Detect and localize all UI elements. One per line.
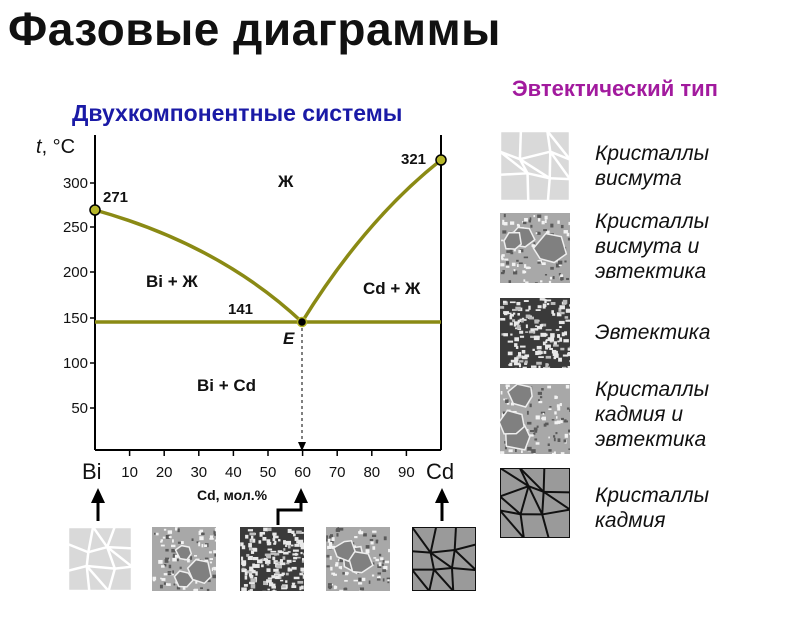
cd-melting-point	[436, 155, 446, 165]
y-tick-label: 150	[62, 310, 88, 327]
x-tick-label: 10	[121, 464, 138, 481]
page-title: Фазовые диаграммы	[8, 3, 501, 55]
y-axis-label-unit: , °C	[41, 136, 76, 158]
eutectic-arrow-head	[294, 488, 308, 503]
legend-label-bi-eutectic: Кристаллы висмута и эвтектика	[595, 210, 710, 283]
legend-label-cd-eutectic: Кристаллы кадмия и эвтектика	[595, 378, 710, 451]
x-tick-label: 80	[363, 464, 381, 481]
eutectic-type-title: Эвтектический тип	[512, 76, 718, 101]
micrograph-eutectic	[240, 527, 304, 591]
micrograph-bi-crystals	[68, 527, 132, 591]
component-bi: Bi	[82, 459, 102, 484]
region-bi-cd: Bi + Cd	[197, 376, 257, 395]
x-axis-title: Cd, мол.%	[197, 487, 268, 503]
region-cd-liquid: Cd + Ж	[363, 279, 421, 298]
region-bi-liquid: Bi + Ж	[146, 272, 198, 291]
y-axis-label	[36, 136, 75, 158]
eutectic-point	[298, 318, 307, 327]
legend-micrograph-cd-eutectic	[500, 384, 570, 454]
x-tick-label: 60	[294, 464, 311, 481]
x-tick-label: 70	[328, 464, 346, 481]
diagram-subtitle: Двухкомпонентные системы	[72, 100, 403, 126]
y-tick-label: 50	[71, 400, 88, 417]
bi-arrow-head	[91, 488, 105, 503]
legend-label-bi-crystals: Кристаллы висмута	[595, 142, 710, 190]
cd-melting-label: 321	[401, 151, 427, 168]
component-cd: Cd	[426, 459, 455, 484]
y-tick-label: 200	[62, 264, 88, 281]
x-tick-label: 40	[225, 464, 242, 481]
cd-arrow-head	[435, 488, 449, 503]
bi-melting-label: 271	[103, 189, 129, 206]
y-axis-label-italic: t	[36, 136, 42, 158]
eutectic-arrow-shaft	[278, 500, 301, 525]
x-ticks	[121, 450, 414, 481]
micrograph-bi-eutectic	[152, 527, 216, 591]
y-tick-label: 250	[62, 219, 88, 236]
x-tick-label: 90	[398, 464, 415, 481]
legend-micrograph-cd	[500, 468, 570, 538]
bi-melting-point	[90, 205, 100, 215]
micrograph-cd-eutectic	[326, 527, 390, 591]
liquidus-bi-curve	[95, 210, 302, 322]
y-tick-label: 300	[62, 175, 88, 192]
legend-micrograph-bi	[500, 131, 570, 201]
x-tick-label: 30	[190, 464, 208, 481]
legend-micrograph-eutectic	[500, 298, 570, 368]
legend-label-cd-crystals: Кристаллы кадмия	[595, 484, 710, 532]
x-tick-label: 20	[155, 464, 173, 481]
x-tick-label: 50	[259, 464, 277, 481]
legend-label-eutectic: Эвтектика	[595, 321, 711, 344]
eutectic-temp-label: 141	[228, 301, 254, 318]
region-liquid: Ж	[278, 172, 294, 191]
eutectic-point-label: E	[283, 329, 295, 348]
micrograph-cd-crystals	[412, 527, 476, 591]
legend-micrograph-bi-eutectic	[500, 213, 570, 283]
y-tick-label: 100	[62, 355, 88, 372]
